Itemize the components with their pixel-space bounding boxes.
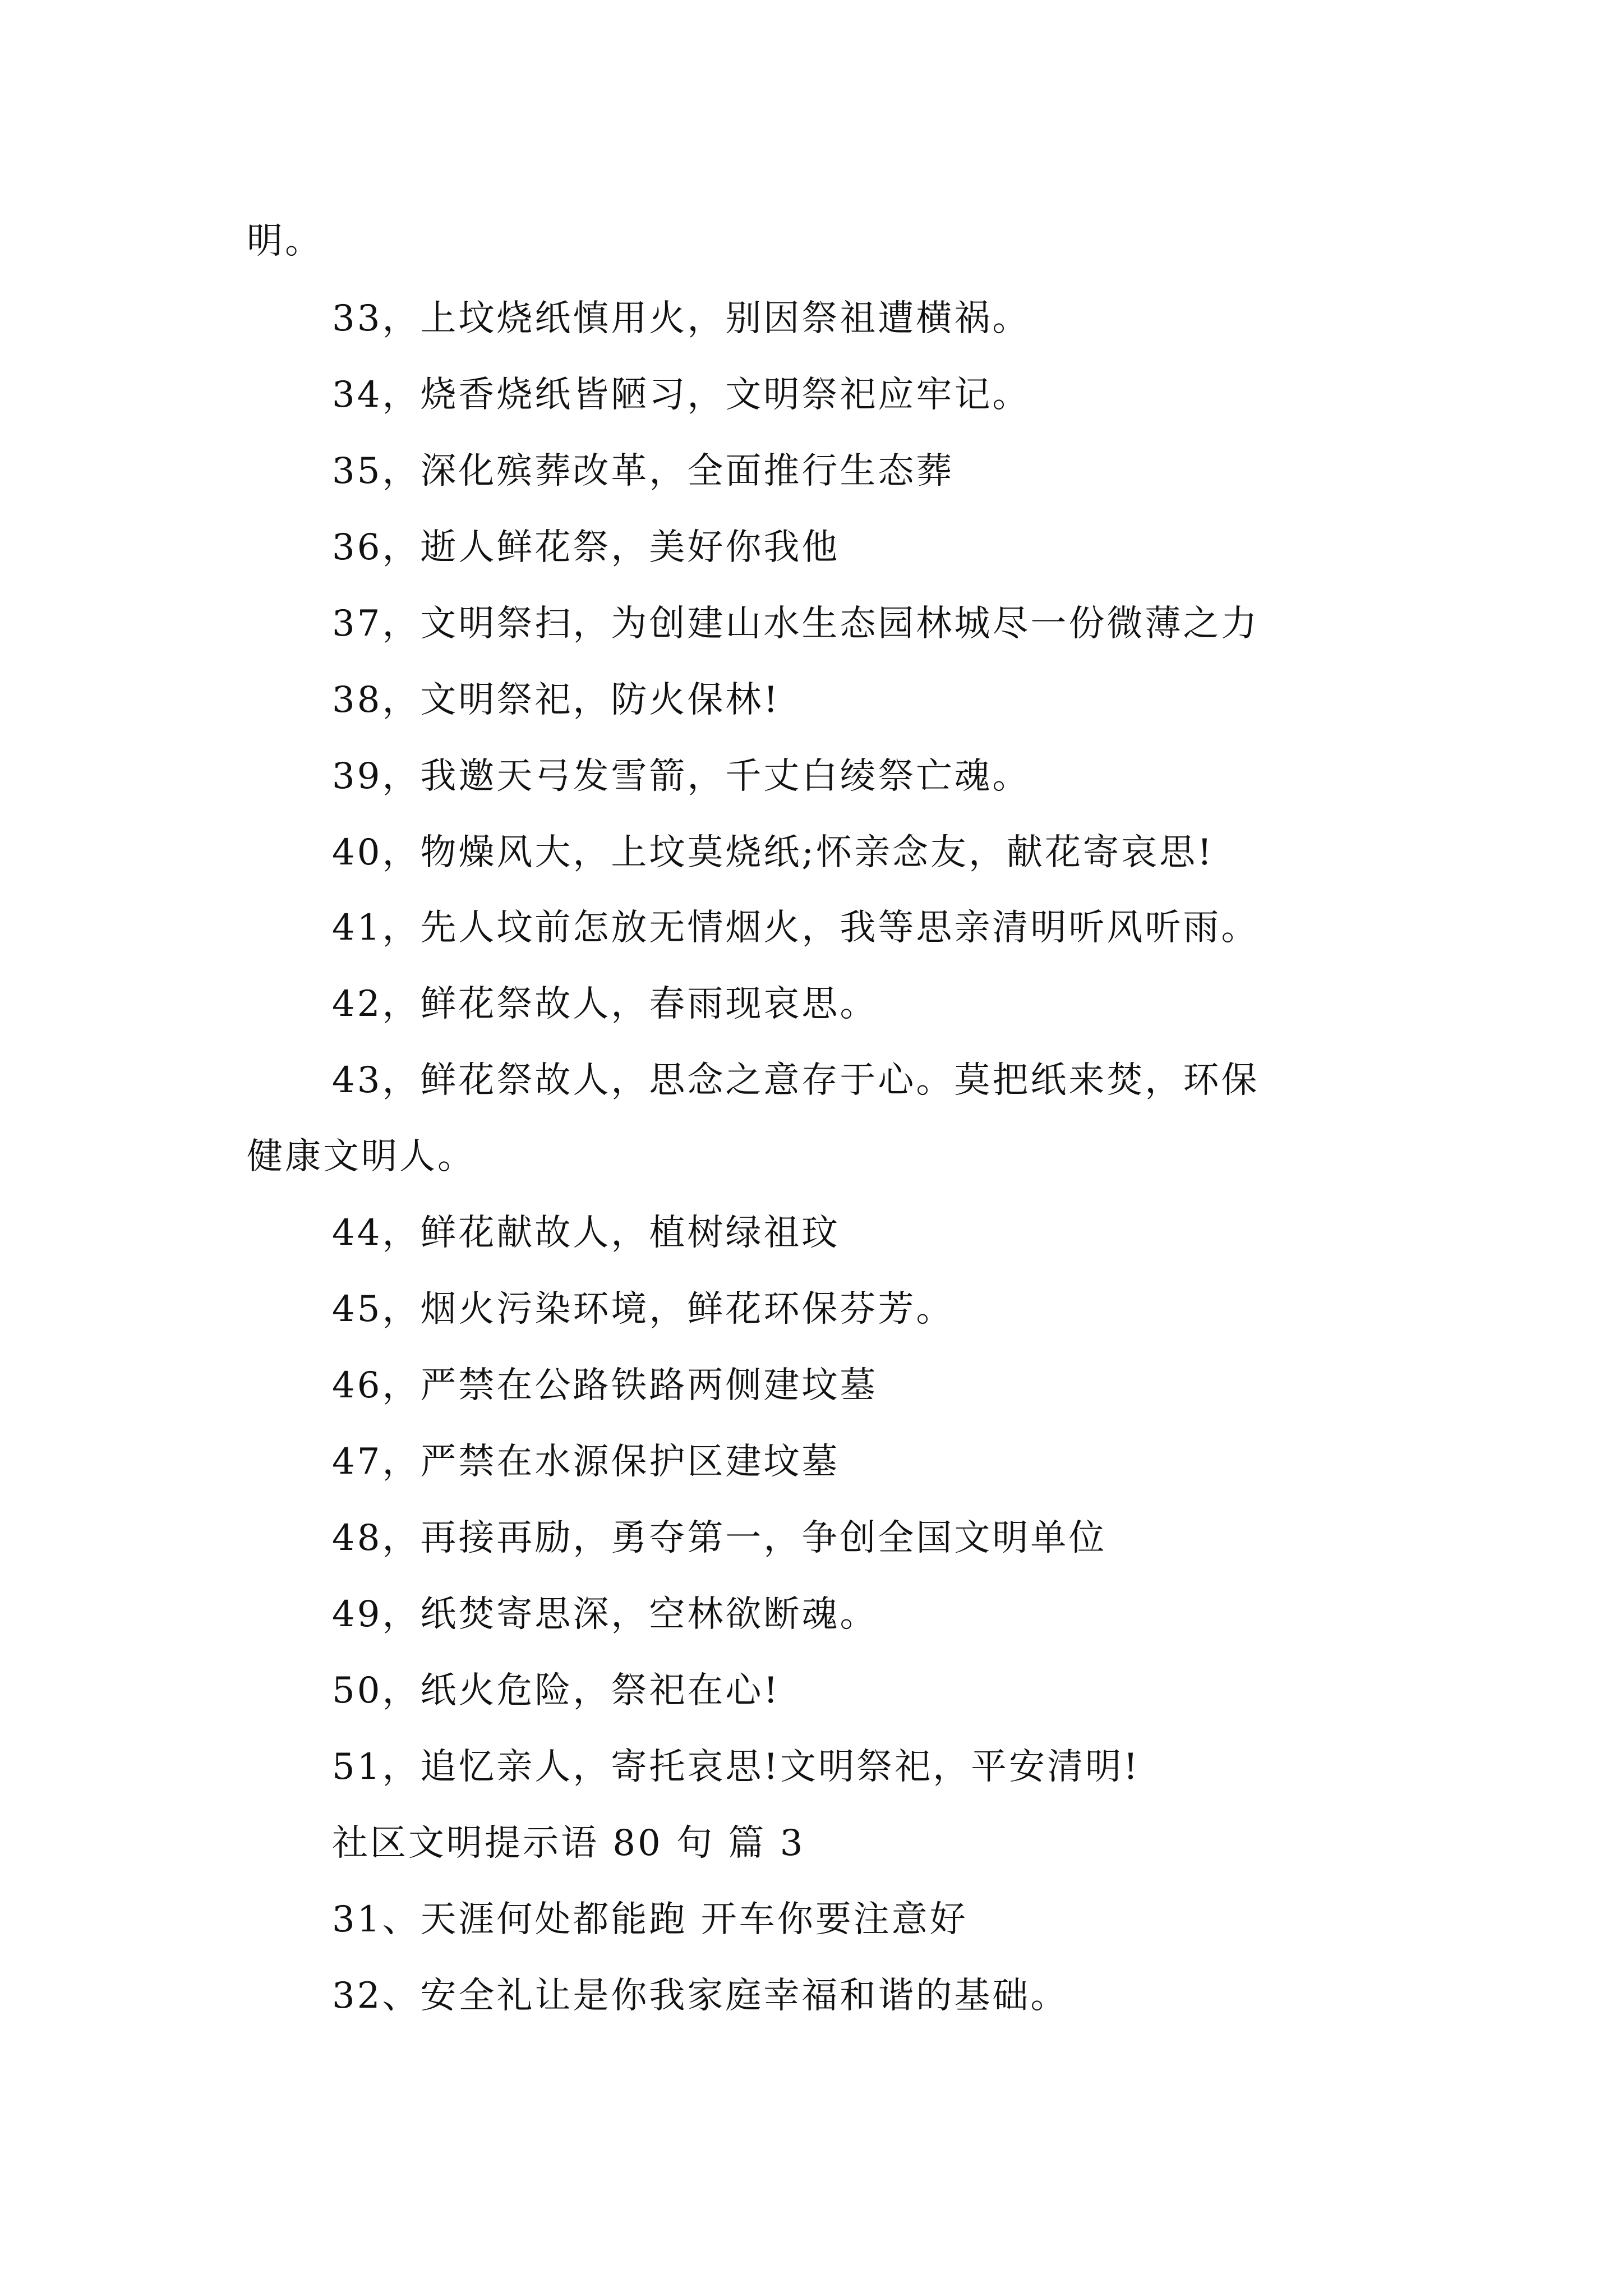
text-line: 39，我邀天弓发雪箭，千丈白绫祭亡魂。 xyxy=(332,756,1031,797)
text-line: 健康文明人。 xyxy=(247,1136,476,1177)
text-line: 44，鲜花献故人，植树绿祖玟 xyxy=(332,1212,840,1254)
text-line: 明。 xyxy=(247,220,323,262)
text-line: 43，鲜花祭故人，思念之意存于心。莫把纸来焚，环保 xyxy=(332,1060,1260,1101)
text-line: 51，追忆亲人，寄托哀思!文明祭祀，平安清明! xyxy=(332,1746,1140,1788)
text-line: 38，文明祭祀，防火保林! xyxy=(332,679,781,721)
text-line: 45，烟火污染环境，鲜花环保芬芳。 xyxy=(332,1289,955,1330)
text-line: 41，先人坟前怎放无情烟火，我等思亲清明听风听雨。 xyxy=(332,907,1260,949)
text-line: 47，严禁在水源保护区建坟墓 xyxy=(332,1441,840,1483)
text-line: 36，逝人鲜花祭，美好你我他 xyxy=(332,527,840,568)
text-line: 32、安全礼让是你我家庭幸福和谐的基础。 xyxy=(332,1975,1069,2017)
text-line: 34，烧香烧纸皆陋习，文明祭祀应牢记。 xyxy=(332,374,1031,416)
text-line: 50，纸火危险，祭祀在心! xyxy=(332,1670,781,1711)
text-line: 42，鲜花祭故人，春雨现哀思。 xyxy=(332,983,878,1025)
text-line: 40，物燥风大，上坟莫烧纸;怀亲念友，献花寄哀思! xyxy=(332,832,1214,873)
text-line: 31、天涯何处都能跑 开车你要注意好 xyxy=(332,1899,968,1940)
text-line: 48，再接再励，勇夺第一，争创全国文明单位 xyxy=(332,1517,1107,1559)
text-line: 33，上坟烧纸慎用火，别因祭祖遭横祸。 xyxy=(332,298,1031,339)
text-line: 49，纸焚寄思深，空林欲断魂。 xyxy=(332,1594,878,1635)
text-line: 37，文明祭扫，为创建山水生态园林城尽一份微薄之力 xyxy=(332,603,1260,645)
text-line: 46，严禁在公路铁路两侧建坟墓 xyxy=(332,1365,878,1406)
text-line: 35，深化殡葬改革，全面推行生态葬 xyxy=(332,450,955,492)
section-heading: 社区文明提示语 80 句 篇 3 xyxy=(332,1823,805,1864)
